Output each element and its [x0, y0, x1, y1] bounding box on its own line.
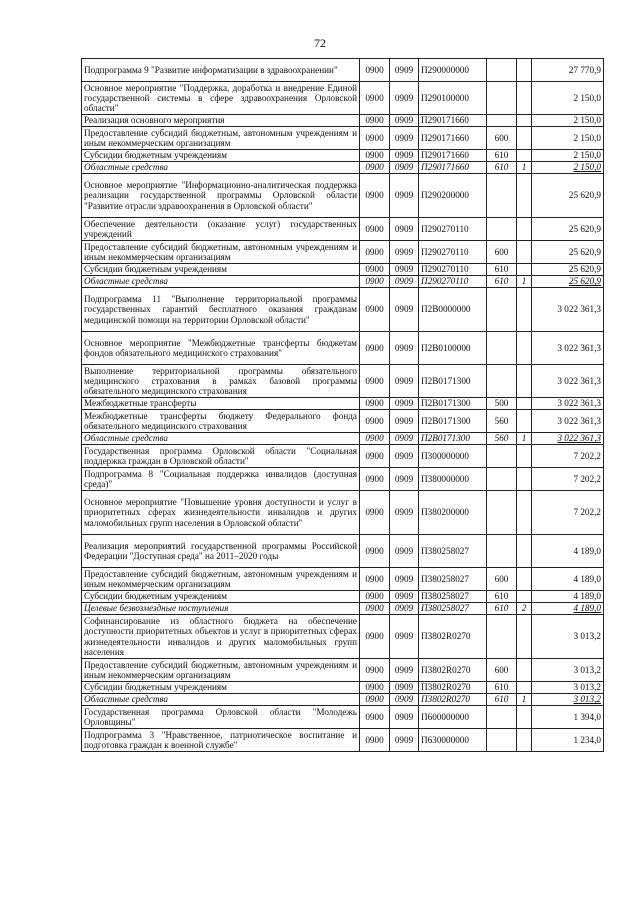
- row-section-code: 0900: [360, 706, 390, 729]
- row-target-article: П380200000: [419, 491, 487, 535]
- table-row: [82, 682, 604, 694]
- table-row: [82, 174, 604, 218]
- row-target-article: П3802R0270: [419, 682, 487, 694]
- row-funding-source: [517, 535, 532, 568]
- table-row: [82, 332, 604, 365]
- table-row: [82, 568, 604, 591]
- row-section-code: 0900: [360, 433, 390, 445]
- row-name-cell: Субсидии бюджетным учреждениям: [82, 264, 360, 276]
- row-funding-source: [517, 218, 532, 241]
- row-section-code: 0900: [360, 150, 390, 162]
- table-row: [82, 591, 604, 603]
- row-expense-type: [487, 59, 517, 82]
- row-amount: 3 022 361,3: [532, 365, 604, 398]
- row-expense-type: [487, 82, 517, 115]
- row-name-cell: Основное мероприятие "Повышение уровня доступности и услуг в приоритетных сферах жизнедеятельности инвалидов и других маломобильных групп населения в Орловской области": [82, 491, 360, 535]
- row-subsection-code: 0909: [390, 398, 419, 410]
- row-funding-source: [517, 174, 532, 218]
- row-section-code: 0900: [360, 398, 390, 410]
- row-funding-source: [517, 59, 532, 82]
- row-name-cell: Выполнение территориальной программы обязательного медицинского страхования в рамках базовой программы обязательного медицинского страхования: [82, 365, 360, 398]
- row-subsection-code: 0909: [390, 162, 419, 174]
- row-target-article: П290100000: [419, 82, 487, 115]
- row-funding-source: [517, 410, 532, 433]
- row-section-code: 0900: [360, 603, 390, 615]
- row-section-code: 0900: [360, 445, 390, 468]
- row-target-article: П2В0171300: [419, 410, 487, 433]
- table-row: [82, 82, 604, 115]
- row-subsection-code: 0909: [390, 127, 419, 150]
- row-target-article: П380000000: [419, 468, 487, 491]
- row-subsection-code: 0909: [390, 174, 419, 218]
- row-subsection-code: 0909: [390, 729, 419, 752]
- row-expense-type: [487, 445, 517, 468]
- row-amount: 4 189,0: [532, 603, 604, 615]
- table-row: [82, 59, 604, 82]
- row-target-article: П2В0171300: [419, 433, 487, 445]
- row-subsection-code: 0909: [390, 491, 419, 535]
- table-row: [82, 264, 604, 276]
- row-subsection-code: 0909: [390, 410, 419, 433]
- table-row: [82, 535, 604, 568]
- table-row: [82, 694, 604, 706]
- row-funding-source: [517, 468, 532, 491]
- row-amount: 3 022 361,3: [532, 288, 604, 332]
- row-name-cell: Предоставление субсидий бюджетным, автономным учреждениям и иным некоммерческим организациям: [82, 659, 360, 682]
- row-target-article: П380258027: [419, 603, 487, 615]
- row-name-cell: Реализация основного мероприятия: [82, 115, 360, 127]
- table-row: [82, 276, 604, 288]
- row-expense-type: [487, 332, 517, 365]
- row-name-cell: Основное мероприятие "Поддержка, доработка и внедрение Единой государственной системы в сфере здравоохранения Орловской области": [82, 82, 360, 115]
- row-subsection-code: 0909: [390, 568, 419, 591]
- row-funding-source: [517, 659, 532, 682]
- row-target-article: П300000000: [419, 445, 487, 468]
- row-amount: 25 620,9: [532, 174, 604, 218]
- row-amount: 4 189,0: [532, 535, 604, 568]
- row-funding-source: [517, 127, 532, 150]
- row-name-cell: Областные средства: [82, 433, 360, 445]
- row-target-article: П290000000: [419, 59, 487, 82]
- table-row: [82, 365, 604, 398]
- row-expense-type: [487, 115, 517, 127]
- row-section-code: 0900: [360, 332, 390, 365]
- row-funding-source: [517, 615, 532, 659]
- row-amount: 27 770,9: [532, 59, 604, 82]
- row-target-article: П2В0171300: [419, 365, 487, 398]
- row-expense-type: 600: [487, 127, 517, 150]
- row-funding-source: 1: [517, 276, 532, 288]
- row-funding-source: 1: [517, 694, 532, 706]
- row-name-cell: Подпрограмма 8 "Социальная поддержка инвалидов (доступная среда)": [82, 468, 360, 491]
- table-row: [82, 433, 604, 445]
- budget-table-body: [82, 59, 604, 752]
- row-subsection-code: 0909: [390, 332, 419, 365]
- row-section-code: 0900: [360, 468, 390, 491]
- row-subsection-code: 0909: [390, 433, 419, 445]
- row-name-cell: Субсидии бюджетным учреждениям: [82, 682, 360, 694]
- row-target-article: П290270110: [419, 241, 487, 264]
- row-section-code: 0900: [360, 288, 390, 332]
- row-funding-source: [517, 241, 532, 264]
- row-name-cell: Субсидии бюджетным учреждениям: [82, 150, 360, 162]
- row-funding-source: [517, 445, 532, 468]
- row-section-code: 0900: [360, 241, 390, 264]
- row-target-article: П290270110: [419, 218, 487, 241]
- row-amount: 25 620,9: [532, 264, 604, 276]
- row-amount: 3 013,2: [532, 659, 604, 682]
- row-subsection-code: 0909: [390, 535, 419, 568]
- row-subsection-code: 0909: [390, 659, 419, 682]
- row-target-article: П3802R0270: [419, 694, 487, 706]
- table-row: [82, 288, 604, 332]
- row-section-code: 0900: [360, 115, 390, 127]
- row-expense-type: [487, 491, 517, 535]
- table-row: [82, 162, 604, 174]
- row-section-code: 0900: [360, 659, 390, 682]
- table-row: [82, 659, 604, 682]
- row-target-article: П290171660: [419, 150, 487, 162]
- row-subsection-code: 0909: [390, 365, 419, 398]
- row-funding-source: [517, 332, 532, 365]
- row-name-cell: Основное мероприятие "Информационно-аналитическая поддержка реализации государственной программы Орловской области "Развитие отрасли здравоохранения в Орловской области": [82, 174, 360, 218]
- row-section-code: 0900: [360, 591, 390, 603]
- row-amount: 2 150,0: [532, 150, 604, 162]
- row-funding-source: [517, 729, 532, 752]
- row-expense-type: 600: [487, 659, 517, 682]
- row-name-cell: Областные средства: [82, 276, 360, 288]
- row-expense-type: 610: [487, 694, 517, 706]
- row-name-cell: Подпрограмма 9 "Развитие информатизации в здравоохранении": [82, 59, 360, 82]
- row-name-cell: Государственная программа Орловской области "Социальная поддержка граждан в Орловской области": [82, 445, 360, 468]
- row-subsection-code: 0909: [390, 241, 419, 264]
- row-amount: 2 150,0: [532, 127, 604, 150]
- row-funding-source: [517, 591, 532, 603]
- row-amount: 25 620,9: [532, 241, 604, 264]
- table-row: [82, 445, 604, 468]
- row-expense-type: 610: [487, 682, 517, 694]
- row-subsection-code: 0909: [390, 218, 419, 241]
- table-row: [82, 706, 604, 729]
- table-row: [82, 218, 604, 241]
- row-amount: 3 013,2: [532, 694, 604, 706]
- row-amount: 2 150,0: [532, 82, 604, 115]
- row-amount: 3 013,2: [532, 615, 604, 659]
- row-amount: 3 022 361,3: [532, 332, 604, 365]
- row-section-code: 0900: [360, 694, 390, 706]
- row-expense-type: [487, 535, 517, 568]
- row-subsection-code: 0909: [390, 264, 419, 276]
- row-subsection-code: 0909: [390, 288, 419, 332]
- row-target-article: П600000000: [419, 706, 487, 729]
- row-expense-type: 610: [487, 603, 517, 615]
- row-funding-source: [517, 365, 532, 398]
- row-expense-type: 610: [487, 264, 517, 276]
- row-amount: 7 202,2: [532, 445, 604, 468]
- row-amount: 2 150,0: [532, 162, 604, 174]
- row-target-article: П290200000: [419, 174, 487, 218]
- row-funding-source: [517, 150, 532, 162]
- row-section-code: 0900: [360, 59, 390, 82]
- row-expense-type: [487, 174, 517, 218]
- page-number: 72: [314, 36, 326, 50]
- row-target-article: П380258027: [419, 535, 487, 568]
- table-row: [82, 491, 604, 535]
- row-name-cell: Основное мероприятие "Межбюджетные трансферты бюджетам фондов обязательного медицинского страхования": [82, 332, 360, 365]
- row-subsection-code: 0909: [390, 150, 419, 162]
- row-subsection-code: 0909: [390, 615, 419, 659]
- row-subsection-code: 0909: [390, 468, 419, 491]
- row-section-code: 0900: [360, 410, 390, 433]
- row-funding-source: [517, 491, 532, 535]
- row-subsection-code: 0909: [390, 603, 419, 615]
- row-target-article: П380258027: [419, 591, 487, 603]
- row-section-code: 0900: [360, 264, 390, 276]
- row-expense-type: 610: [487, 162, 517, 174]
- row-amount: 25 620,9: [532, 218, 604, 241]
- row-target-article: П3802R0270: [419, 615, 487, 659]
- row-target-article: П290270110: [419, 276, 487, 288]
- row-amount: 2 150,0: [532, 115, 604, 127]
- row-section-code: 0900: [360, 615, 390, 659]
- row-expense-type: 610: [487, 276, 517, 288]
- row-funding-source: [517, 82, 532, 115]
- row-expense-type: [487, 615, 517, 659]
- row-section-code: 0900: [360, 491, 390, 535]
- row-target-article: П380258027: [419, 568, 487, 591]
- row-expense-type: 610: [487, 150, 517, 162]
- table-row: [82, 127, 604, 150]
- row-expense-type: 500: [487, 398, 517, 410]
- row-section-code: 0900: [360, 535, 390, 568]
- row-section-code: 0900: [360, 174, 390, 218]
- row-name-cell: Обеспечение деятельности (оказание услуг) государственных учреждений: [82, 218, 360, 241]
- table-row: [82, 615, 604, 659]
- row-target-article: П290171660: [419, 162, 487, 174]
- table-row: [82, 150, 604, 162]
- row-name-cell: Субсидии бюджетным учреждениям: [82, 591, 360, 603]
- row-name-cell: Государственная программа Орловской области "Молодежь Орловщины": [82, 706, 360, 729]
- row-subsection-code: 0909: [390, 591, 419, 603]
- table-row: [82, 603, 604, 615]
- row-target-article: П290171660: [419, 115, 487, 127]
- row-name-cell: Межбюджетные трансферты: [82, 398, 360, 410]
- row-target-article: П2В0000000: [419, 288, 487, 332]
- row-section-code: 0900: [360, 682, 390, 694]
- row-target-article: П630000000: [419, 729, 487, 752]
- row-section-code: 0900: [360, 276, 390, 288]
- row-name-cell: Подпрограмма 11 "Выполнение территориальной программы государственных гарантий бесплатного оказания гражданам медицинской помощи на территории Орловской области": [82, 288, 360, 332]
- row-amount: 7 202,2: [532, 491, 604, 535]
- row-subsection-code: 0909: [390, 115, 419, 127]
- row-expense-type: [487, 288, 517, 332]
- row-amount: 1 394,0: [532, 706, 604, 729]
- row-name-cell: Целевые безвозмездные поступления: [82, 603, 360, 615]
- table-row: [82, 729, 604, 752]
- row-name-cell: Областные средства: [82, 694, 360, 706]
- row-target-article: П290270110: [419, 264, 487, 276]
- row-name-cell: Предоставление субсидий бюджетным, автономным учреждениям и иным некоммерческим организациям: [82, 127, 360, 150]
- row-amount: 4 189,0: [532, 591, 604, 603]
- row-subsection-code: 0909: [390, 706, 419, 729]
- table-row: [82, 468, 604, 491]
- row-subsection-code: 0909: [390, 276, 419, 288]
- row-expense-type: 560: [487, 433, 517, 445]
- row-subsection-code: 0909: [390, 59, 419, 82]
- row-expense-type: 600: [487, 241, 517, 264]
- budget-table: [81, 58, 604, 752]
- row-expense-type: [487, 218, 517, 241]
- row-target-article: П2В0171300: [419, 398, 487, 410]
- table-row: [82, 241, 604, 264]
- row-funding-source: [517, 398, 532, 410]
- row-funding-source: 1: [517, 162, 532, 174]
- row-name-cell: Предоставление субсидий бюджетным, автономным учреждениям и иным некоммерческим организациям: [82, 241, 360, 264]
- row-name-cell: Подпрограмма 3 "Нравственное, патриотическое воспитание и подготовка граждан к военной службе": [82, 729, 360, 752]
- row-section-code: 0900: [360, 729, 390, 752]
- row-amount: 3 022 361,3: [532, 410, 604, 433]
- row-amount: 3 022 361,3: [532, 398, 604, 410]
- row-funding-source: [517, 706, 532, 729]
- row-amount: 25 620,9: [532, 276, 604, 288]
- row-subsection-code: 0909: [390, 445, 419, 468]
- row-funding-source: [517, 264, 532, 276]
- row-amount: 7 202,2: [532, 468, 604, 491]
- row-funding-source: [517, 115, 532, 127]
- row-expense-type: 600: [487, 568, 517, 591]
- row-expense-type: [487, 729, 517, 752]
- row-expense-type: [487, 365, 517, 398]
- row-funding-source: [517, 568, 532, 591]
- row-funding-source: [517, 288, 532, 332]
- row-section-code: 0900: [360, 365, 390, 398]
- row-expense-type: [487, 706, 517, 729]
- row-name-cell: Предоставление субсидий бюджетным, автономным учреждениям и иным некоммерческим организациям: [82, 568, 360, 591]
- row-name-cell: Областные средства: [82, 162, 360, 174]
- row-funding-source: 1: [517, 433, 532, 445]
- row-target-article: П290171660: [419, 127, 487, 150]
- row-section-code: 0900: [360, 82, 390, 115]
- row-expense-type: [487, 468, 517, 491]
- row-name-cell: Межбюджетные трансферты бюджету Федерального фонда обязательного медицинского страхования: [82, 410, 360, 433]
- row-subsection-code: 0909: [390, 82, 419, 115]
- row-amount: 3 022 361,3: [532, 433, 604, 445]
- row-funding-source: [517, 682, 532, 694]
- row-subsection-code: 0909: [390, 694, 419, 706]
- row-amount: 1 234,0: [532, 729, 604, 752]
- row-name-cell: Софинансирование из областного бюджета на обеспечение доступности приоритетных объектов и услуг в приоритетных сферах жизнедеятельности инвалидов и других маломобильных групп населения: [82, 615, 360, 659]
- row-section-code: 0900: [360, 162, 390, 174]
- row-section-code: 0900: [360, 568, 390, 591]
- row-subsection-code: 0909: [390, 682, 419, 694]
- row-section-code: 0900: [360, 218, 390, 241]
- row-amount: 3 013,2: [532, 682, 604, 694]
- row-section-code: 0900: [360, 127, 390, 150]
- table-row: [82, 398, 604, 410]
- row-name-cell: Реализация мероприятий государственной программы Российской Федерации "Доступная среда" на 2011–2020 годы: [82, 535, 360, 568]
- row-target-article: П2В0100000: [419, 332, 487, 365]
- row-expense-type: 610: [487, 591, 517, 603]
- table-row: [82, 410, 604, 433]
- row-expense-type: 560: [487, 410, 517, 433]
- row-target-article: П3802R0270: [419, 659, 487, 682]
- row-amount: 4 189,0: [532, 568, 604, 591]
- row-funding-source: 2: [517, 603, 532, 615]
- table-row: [82, 115, 604, 127]
